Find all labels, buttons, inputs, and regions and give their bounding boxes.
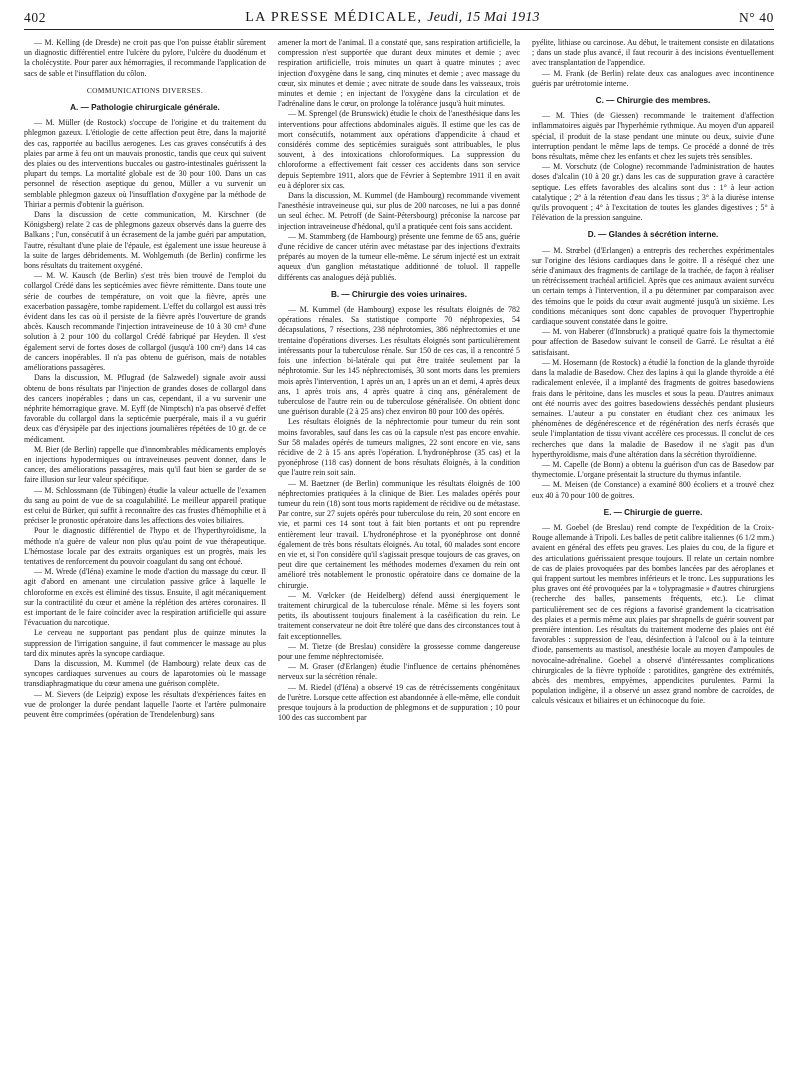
paragraph: Dans la discussion, M. Kummel (de Hambourg) recommande vivement l'anesthésie intraveineuse qui, sur plus de 200 narcoses, ne lui a pas donné un seul échec. M. Petroff (de Saint-Pétersbourg) préconise la narcose par injection intraveineuse d'hédonal, qu'il a pratiquée cent fois sans accident. xyxy=(278,191,520,231)
paragraph: M. Bier (de Berlin) rappelle que d'innombrables médicaments employés en injections hypodermiques ou intraveineuses peuvent donner, dans le cancer, des améliorations passagères, mais qu'il faut bien se garder de se faire illusion sur leur valeur spécifique. xyxy=(24,444,266,485)
article-columns xyxy=(24,38,774,723)
paragraph: — M. Kummel (de Hambourg) expose les résultats éloignés de 782 opérations rénales. Sa statistique comporte 70 néphropexies, 54 décapsulations, 7 résections, 238 néphrotomies, 386 néphrectomies et une trentaine d'opérations diverses. Les résultats éloignés sont particulièrement intéressants pour la tuberculose rénale. Sur 150 de ces cas, il a rencontré 5 fois une infection bi-latérale qui put être traitée seulement par la néphrotomie. Sur les 145 néphrectomisés, 30 sont morts dans les premiers mois après l'intervention, 1 après un an, 1 après un an et demi, 4 après deux ans, 1 après trois ans, 4 après quatre à cinq ans, généralement de tuberculose de l'autre rein ou de tuberculose généralisée. On obtient donc une guérison durable (2 à 25 ans) chez environ 80 pour 100 des opérés. xyxy=(278,305,520,417)
paragraph: — M. Wrede (d'Iéna) examine le mode d'action du massage du cœur. Il agit d'abord en amenant une circulation passive grâce à laquelle le chloroforme en excès est éliminé des tissus. Ensuite, il agit mécaniquement sur la contractilité du cœur et amène la réplétion des artères coronaires. Il est important de le faire coïncider avec la respiration artificielle qui assure l'évacuation du narcotique. xyxy=(24,567,266,628)
paragraph: pyélite, lithiase ou carcinose. Au début, le traitement consiste en dilatations ; dans un stade plus avancé, il faut recourir à des incisions éventuellement avec transplantation de l'appendice. xyxy=(532,38,774,68)
column-2 xyxy=(278,38,520,723)
paragraph: — M. Sievers (de Leipzig) expose les résultats d'expériences faites en vue de prolonger la durée pendant laquelle l'aorte et l'artère pulmonaire peuvent être comprimées (opération de Trendelenburg) sans xyxy=(24,689,266,719)
paragraph: Dans la discussion de cette communication, M. Kirschner (de Königsberg) relate 2 cas de phlegmons gazeux observés dans la guerre des Balkans ; l'un, consécutif à un écrasement de la jambe guéri par amputation, l'autre, résultant d'une plaie de l'épaule, est également une issue heureuse à la suite de larges débridements. M. Wohlgemuth (de Berlin) confirme les bons résultats du traitement oxygéné. xyxy=(24,210,266,271)
paragraph: — M. W. Kausch (de Berlin) s'est très bien trouvé de l'emploi du collargol Crédé dans les septicémies avec fièvre rémittente. Dans toute une série de courbes de température, on voit que la fièvre, après une exacerbation passagère, tombe rapidement. L'effet du collargol est aussi très évident dans les cas où il persiste de la fièvre après l'ouverture de grands abcès. Kausch recommande l'injection intraveineuse de 10 à 30 cm³ d'une solution à 2 pour 100 du collargol Crédé fabriqué par Heyden. Il s'est également servi de fortes doses de collargol (jusqu'à 100 cm³) dans 14 cas de cancers inopérables. Il n'a pas obtenu de guérison, mais de notables améliorations passagères. xyxy=(24,271,266,373)
paragraph: — M. Vœlcker (de Heidelberg) défend aussi énergiquement le traitement chirurgical de la tuberculose rénale. Même si les foyers sont petits, ils aboutissent toujours finalement à la caséification du rein. Le traitement conservateur ne doit être toléré que dans des circonstances tout à fait exceptionnelles. xyxy=(278,590,520,641)
paragraph: — M. Stammberg (de Hambourg) présente une femme de 65 ans, guérie d'une récidive de cancer utérin avec métastase par des injections d'extraits préparés au moyen de la tumeur elle-même. Le sérum injecté est un extrait aqueux d'un ganglion métastatique additionné de toluol. Il rappelle différents cas analogues déjà publiés. xyxy=(278,231,520,282)
paragraph: — M. Meisen (de Constance) a examiné 800 écoliers et a trouvé chez eux 40 à 70 pour 100 de goitres. xyxy=(532,480,774,500)
paragraph: Les résultats éloignés de la néphrectomie pour tumeur du rein sont moins favorables, sauf dans les cas où la capsule n'est pas encore envahie. Sur 58 malades opérés de tumeurs malignes, 22 sont encore en vie, sans récidive de 2 à 15 ans après l'opération. L'hydronéphrose (35 cas) et la pyonéphrose (118 cas) donnent de bons résultats éloignés, à la condition que l'autre rein soit sain. xyxy=(278,417,520,478)
page-number: 402 xyxy=(24,10,47,25)
section-heading: E. — Chirurgie de guerre. xyxy=(603,507,703,517)
section-heading: B. — Chirurgie des voies urinaires. xyxy=(330,289,468,299)
paragraph: — M. Thies (de Giessen) recommande le traitement d'affection inflammatoires aiguës par l'hyperhémie rythmique. Au moyen d'un appareil spécial, il produit de la stase pendant une minute ou deux, suivie d'une interruption pendant le même laps de temps. Ce procédé a donné de très bons résultats, même chez les enfants et chez les sujets très sensibles. xyxy=(532,111,774,162)
paragraph: — M. von Haberer (d'Innsbruck) a pratiqué quatre fois la thymectomie pour affection de Basedow suivant le conseil de Garré. Le résultat a été satisfaisant. xyxy=(532,327,774,357)
paragraph: — M. Sprengel (de Brunswick) étudie le choix de l'anesthésique dans les interventions pour affections abdominales aiguës. Il estime que les cas de mort consécutifs, notamment aux opérations d'appendicite à chaud et considérés comme des septicémies suraiguës sont attribuables, le plus souvent, à des intoxications chloroformiques. La suppression du chloroforme a effectivement fait cesser ces accidents dans son service depuis Septembre 1911, alors que de Février à Septembre 1911 il en avait eu à déplorer six cas. xyxy=(278,109,521,190)
issue-number: N° 40 xyxy=(738,10,774,25)
paragraph: — M. Vorschutz (de Cologne) recommande l'administration de hautes doses d'alcalin (10 à 20 gr.) dans les cas de suppuration grave à caractère septique. Les effets favorables des alcalins sont dus : 1° à leur action catalytique ; 2° à la rétention d'eau dans les tissus ; 3° à la diurèse intense qu'ils provoquent ; 4° à l'excitation de toutes les glandes digestives ; 5° à l'élévation de la pression sanguine. xyxy=(532,162,774,223)
paragraph: — M. Müller (de Rostock) s'occupe de l'origine et du traitement du phlegmon gazeux. L'étiologie de cette affection peut être, dans la majorité des cas, rapportée au bacillus aerogenes. Les cas graves consécutifs à des plaies par arme à feu ont un mauvais pronostic, tandis que ceux qui suivent des plaies ou des interventions buccales ou gastro-intestinales guérissent la plupart du temps. La mortalité globale est de 30 pour 100. Dans un cas personnel de résection aseptique du genou, Müller a vu survenir un semblable phlegmon gazeux où l'insufflation d'oxygène par la méthode de Thiriar a permis d'obtenir la guérison. xyxy=(24,118,266,209)
paragraph: amener la mort de l'animal. Il a constaté que, sans respiration artificielle, la compression n'est supportée que durant deux minutes et demie ; avec respiration artificielle, trois minutes un quart à quatre minutes ; avec injection d'oxygène dans le sang, cinq minutes et demie ; avec massage du cœur, six minutes et demie ; avec nitrate de soude dans les vaisseaux, trois minutes et demie ; en injectant de l'oxygène dans la circulation et de l'adrénaline dans le cœur, on prolonge la tolérance jusqu'à huit minutes. xyxy=(278,38,520,109)
paragraph: — M. Goebel (de Breslau) rend compte de l'expédition de la Croix-Rouge allemande à Tripoli. Les balles de petit calibre italiennes (6 1/2 mm.) avaient en général des effets peu graves. Les plaies du cou, de la figure et des articulations guérissaient presque toujours. Il relate un certain nombre de cas de plaies provoquées par des bombes lancées par des aéroplanes et qui frappent surtout les membres inférieurs et le tronc. Les suppurations les plus graves ont été provoquées par la « tolypragmasie » d'autres chirurgiens (recherche des balles, pansements fréquents, etc.). Le climat particulièrement sec de ces régions a favorisé grandement la cicatrisation des plaies et a permis même aux plaies par shrapnells de guérir souvent par première intention. Les résultats du traitement moderne des plaies ont été favorables : suppression de l'eau, désinfection à l'alcool ou à la teinture d'iode, pansements au mastisol, anesthésie locale au moyen d'ampoules de novocaïne-adrénaline. Goebel a observé d'intéressantes complications chirurgicales de la fièvre typhoïde : parotidites, gangrène des extrémités, abcès des membres, empyèmes, appendicites purulentes. Parmi la population indigène, il a observé un assez grand nombre de cacroïdes, de calculs vésicaux et biliaires et un échinocoque du foie. xyxy=(532,522,774,706)
paragraph: — M. Frank (de Berlin) relate deux cas analogues avec incontinence guéris par urétrotomie interne. xyxy=(532,68,774,88)
issue-date: Jeudi, 15 Mai 1913 xyxy=(427,10,540,25)
section-heading: C. — Chirurgie des membres. xyxy=(595,96,711,106)
paragraph: Dans la discussion, M. Kummel (de Hambourg) relate deux cas de syncopes cardiaques survenues au cours de laparotomies où le massage transdiaphragmatique du cœur amena une guérison complète. xyxy=(24,658,266,689)
journal-name: LA PRESSE MÉDICALE, xyxy=(245,10,423,25)
paragraph: — M. Riedel (d'Iéna) a observé 19 cas de rétrécissements congénitaux de l'urètre. Lorsque cette affection est abandonnée à elle-même, elle conduit presque toujours à la production de phlegmons et de suppuration ; 10 pour 100 des cas succombent par xyxy=(278,682,520,723)
section-heading: A. — Pathologie chirurgicale générale. xyxy=(70,103,220,113)
paragraph: Dans la discussion, M. Pflugrad (de Salzwedel) signale avoir aussi obtenu de bons résultats par l'injection de grandes doses de collargol dans des cancers inopérables ; dans un cas, cependant, il a vu survenir une néphrite hémorragique grave. M. Eyff (de Nimptsch) n'a pas observé d'effet favorable du collargol dans la septicémie puerpérale, mais il a vu guérir deux cas d'érysipèle par des injections journalières répétées de 10 gr. de ce médicament. xyxy=(24,373,266,444)
paragraph: — M. Strœbel (d'Erlangen) a entrepris des recherches expérimentales sur l'origine des lésions cardiaques dans le goitre. Il a réséqué chez une série d'animaux des fragments de cartilage de la trachée, de façon à réaliser un rétrécissement trachéal artificiel. Après que ces animaux avaient survécu un certain temps à l'intervention, il a pu déterminer par comparaison avec des témoins que le poids du cœur avait augmenté jusqu'à un sixième. Les conditions mécaniques sont donc capables de provoquer l'hypertrophie cardiaque souvent constatée dans le goitre. xyxy=(532,245,774,327)
paragraph: — M. Baetzner (de Berlin) communique les résultats éloignés de 100 néphrectomies pratiquées à la clinique de Bier. Les malades opérés pour tumeur du rein (18) sont tous morts rapidement de récidive ou de métastase. Par contre, sur 27 sujets opérés pour tuberculose du rein, 20 sont encore en vie, et parmi ces 14 sont tout à fait bien portants et ont pu reprendre entièrement leur travail. L'hydronéphrose et la pyonéphrose ont donné également de très bons résultats éloignés. Au total, 60 malades sont encore en vie et, si l'on considère qu'il s'agissait presque toujours de cas graves, on peut dire que certainement les méthodes modernes d'examen du rein ont amélioré très notablement le pronostic opératoire dans ce domaine de la chirurgie. xyxy=(278,478,520,590)
section-label: COMMUNICATIONS DIVERSES. xyxy=(86,85,204,95)
paragraph: — M. Kelling (de Dresde) ne croit pas que l'on puisse établir sûrement un diagnostic différentiel entre l'ulcère du pylore, l'ulcère du duodénum et la cholécystite. Pour parer aux hémorragies, il recommande l'application de sacs de sable et l'insufflation du côlon. xyxy=(24,38,266,78)
paragraph: — M. Graser (d'Erlangen) étudie l'influence de certains phénomènes nerveux sur la sécrétion rénale. xyxy=(278,662,520,682)
paragraph: Le cerveau ne supportant pas pendant plus de quinze minutes la suppression de l'irrigation sanguine, il faut commencer le massage au plus tard dix minutes après la syncope cardiaque. xyxy=(24,628,266,658)
column-3 xyxy=(532,38,774,723)
paragraph: — M. Tietze (de Breslau) considère la grossesse comme dangereuse pour une femme néphrectomisée. xyxy=(278,641,520,661)
column-1 xyxy=(24,38,266,723)
journal-title xyxy=(245,10,540,26)
page-header xyxy=(24,10,774,30)
paragraph: — M. Capelle (de Bonn) a obtenu la guérison d'un cas de Basedow par thymectomie. L'organe présentait la structure du thymus infantile. xyxy=(532,459,774,480)
section-heading: D. — Glandes à sécrétion interne. xyxy=(587,230,719,240)
paragraph: — M. Hosemann (de Rostock) a étudié la fonction de la glande thyroïde dans la maladie de Basedow. Chez des lapins à qui la glande thyroïde a été radicalement enlevée, il a implanté des fragments de goitres basedowiens frais dans le péritoine, dans les muscles et sous la peau. D'autres animaux ont été nourris avec des goitres basedowiens desséchés pendant plusieurs semaines. L'auteur a pu constater en étudiant chez ces animaux les phénomènes de dégénérescence et de régénération des nerfs écrasés que seule l'implantation de tissu vivant accélère ces processus. Il conclut de ces recherches que dans la maladie de Basedow il ne s'agit pas d'un hyperthyroïdisme, mais d'une altération dans la sécrétion thyroïdienne. xyxy=(532,357,774,459)
paragraph: Pour le diagnostic différentiel de l'hypo et de l'hyperthyroïdisme, la méthode n'a guère de valeur non plus qu'au point de vue thérapeutique. L'hémostase locale par des extraits organiques est un progrès, mais les tentatives de renforcement du pouvoir coagulant du sang ont échoué. xyxy=(24,526,266,566)
paragraph: — M. Schlossmann (de Tübingen) étudie la valeur actuelle de l'examen du sang au point de vue de sa coagulabilité. Le meilleur appareil pratique est celui de Bürker, qui suffit à reconnaître des cas frustes d'hémophilie et à préciser le pronostic opératoire dans les affections des voies biliaires. xyxy=(24,485,266,526)
